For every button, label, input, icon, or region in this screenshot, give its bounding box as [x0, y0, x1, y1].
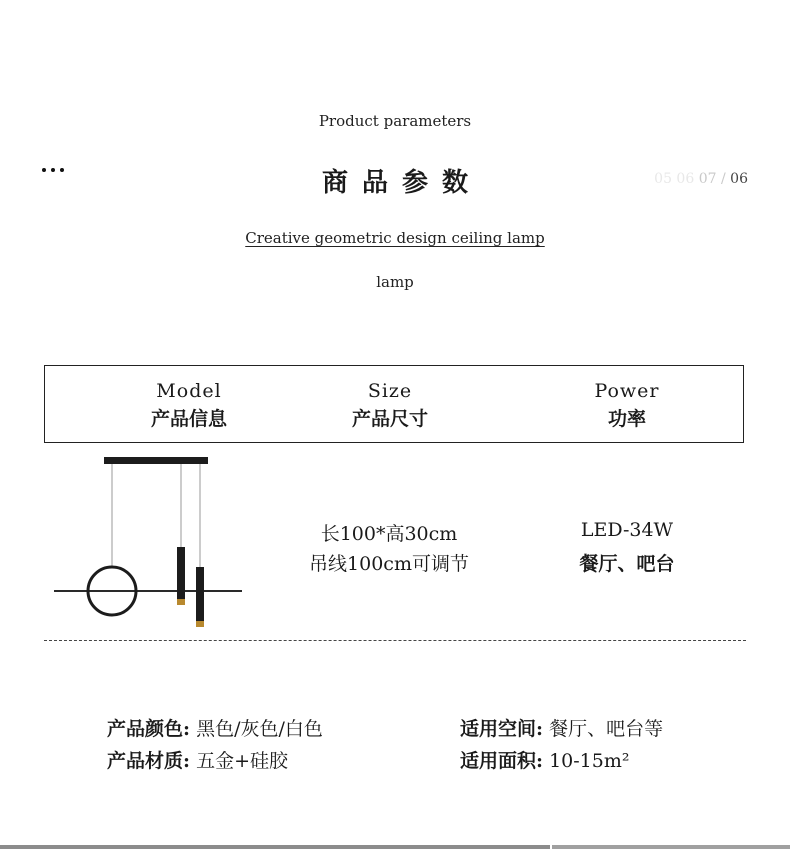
lamp-tube-cap [177, 599, 185, 605]
footer-divider [552, 845, 790, 849]
column-size [290, 366, 490, 431]
size-dimensions: 长100*高30cm [320, 523, 458, 545]
power-usage-location: 餐厅、吧台 [579, 553, 675, 575]
dashed-divider [44, 640, 746, 641]
spec-area-value: 10-15m² [549, 750, 630, 772]
size-cable-note: 吊线100cm可调节 [309, 553, 469, 575]
spec-area-label: 适用面积: [460, 750, 544, 772]
column-model-cn: 产品信息 [150, 408, 227, 430]
product-subtitle-continued: lamp [376, 273, 414, 291]
column-model [89, 366, 289, 431]
spec-material [107, 746, 288, 773]
lamp-canopy [104, 457, 208, 464]
column-power [527, 366, 727, 431]
spec-color-label: 产品颜色: [107, 718, 191, 740]
spec-color [107, 714, 323, 741]
pendant-lamp-image [50, 455, 250, 633]
spec-material-label: 产品材质: [107, 750, 191, 772]
pager-mid: 07 [698, 171, 717, 187]
column-power-cn: 功率 [607, 408, 646, 430]
column-power-en: Power [594, 380, 660, 402]
lamp-tube [177, 547, 185, 599]
chinese-section-title: 商品参数 [321, 168, 482, 198]
lamp-tube-cap [196, 621, 204, 627]
english-section-title: Product parameters [318, 112, 472, 130]
pager-prev: 05 06 [654, 171, 695, 187]
lamp-tube [196, 567, 204, 621]
spec-area [460, 746, 629, 773]
pager-current: 06 [730, 171, 748, 187]
footer-divider [0, 845, 550, 849]
parameter-table-header [44, 365, 744, 443]
power-rating: LED-34W [580, 519, 674, 541]
column-size-cn: 产品尺寸 [351, 408, 428, 430]
page-indicator [654, 171, 748, 187]
spec-space-label: 适用空间: [460, 718, 544, 740]
product-subtitle: Creative geometric design ceiling lamp [245, 229, 545, 247]
column-model-en: Model [156, 380, 222, 402]
spec-material-value: 五金+硅胶 [196, 750, 288, 772]
column-size-en: Size [367, 380, 413, 402]
spec-space-value: 餐厅、吧台等 [549, 718, 664, 740]
pager-separator: / [716, 171, 731, 187]
spec-color-value: 黑色/灰色/白色 [196, 718, 323, 740]
spec-space [460, 714, 663, 741]
